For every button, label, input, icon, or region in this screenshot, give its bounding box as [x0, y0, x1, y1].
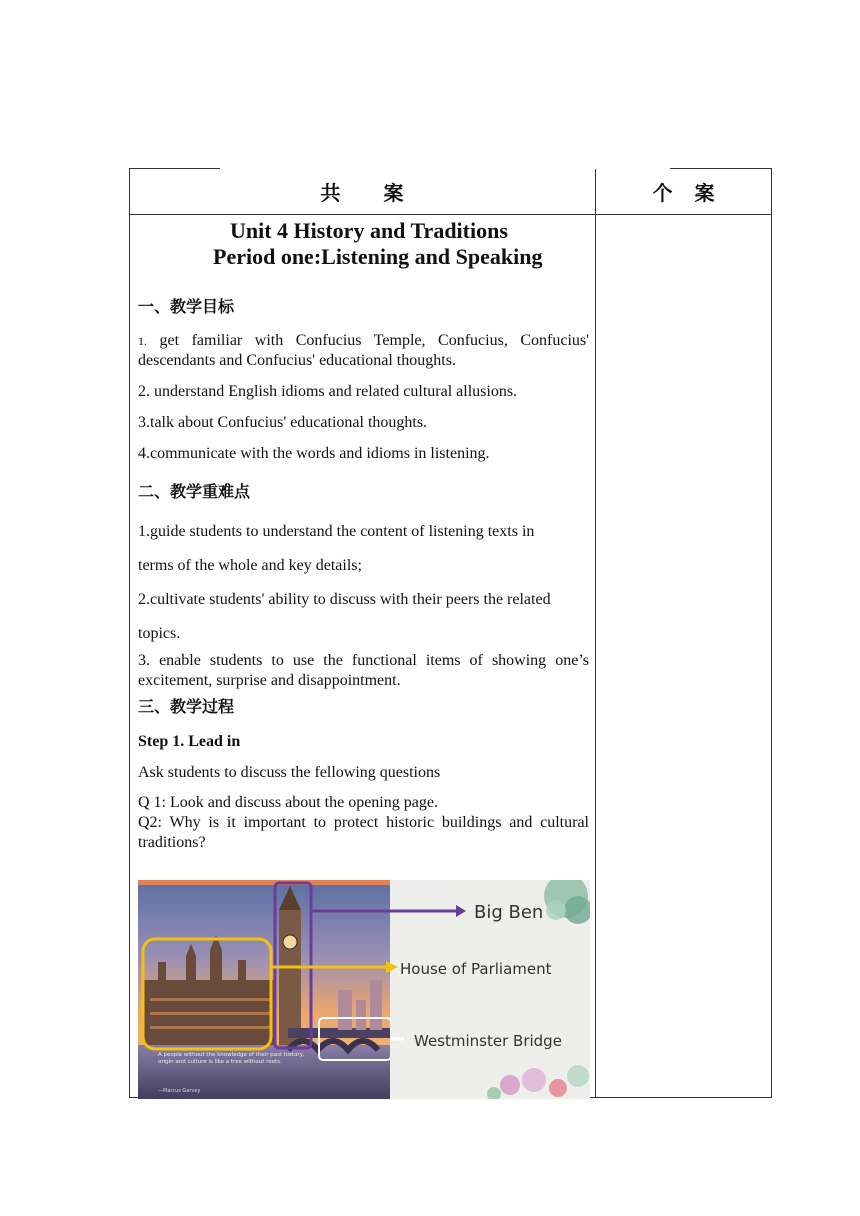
objective-2: 2. understand English idioms and related cultural allusions. [138, 383, 518, 400]
sky-top-strip [138, 880, 390, 885]
period-title: Period one:Listening and Speaking [213, 244, 543, 269]
header-divider [130, 214, 771, 215]
big-ben-label: Big Ben [474, 902, 544, 923]
quote-author: —Marcus Garvey [158, 1088, 201, 1094]
header-individual-plan: 个 案 [652, 181, 716, 205]
objective-4: 4.communicate with the words and idioms in listening. [138, 445, 490, 462]
section-process-heading: 三、教学过程 [138, 697, 235, 716]
parliament-label: House of Parliament [400, 960, 552, 978]
unit-title: Unit 4 History and Traditions [230, 218, 508, 243]
key-point-1a: 1.guide students to understand the content of listening texts in [138, 523, 535, 540]
london-landmarks-image [138, 880, 590, 1099]
landmarks-illustration [138, 880, 590, 1099]
question-2: Q2: Why is it important to protect historic buildings and cultural traditions? [138, 814, 589, 851]
quote-text: A people without the knowledge of their past history, origin and culture is like a tree without roots. [158, 1052, 305, 1065]
quote-container [158, 1052, 308, 1084]
key-point-2b: topics. [138, 625, 181, 642]
objective-3: 3.talk about Confucius' educational thoughts. [138, 414, 428, 431]
header-shared-plan: 共 案 [320, 181, 405, 205]
section-key-points-heading: 二、教学重难点 [138, 482, 251, 501]
key-point-2a: 2.cultivate students' ability to discuss with their peers the related [138, 591, 551, 608]
question-1: Q 1: Look and discuss about the opening page. [138, 794, 438, 811]
lesson-plan-table [129, 168, 772, 1098]
objective-1: 1. get familiar with Confucius Temple, Confucius, Confucius' descendants and Confucius' educational thoughts. [138, 332, 589, 369]
key-point-1b: terms of the whole and key details; [138, 557, 362, 574]
discussion-prompt: Ask students to discuss the fellowing questions [138, 764, 441, 781]
succulent-decoration [544, 880, 590, 924]
column-divider [595, 169, 596, 1097]
bridge-label: Westminster Bridge [414, 1032, 562, 1050]
key-point-3: 3. enable students to use the functional items of showing one’s excitement, surprise and disappointment. [138, 652, 589, 689]
step-1-heading: Step 1. Lead in [138, 733, 241, 750]
section-objectives-heading: 一、教学目标 [138, 297, 235, 316]
